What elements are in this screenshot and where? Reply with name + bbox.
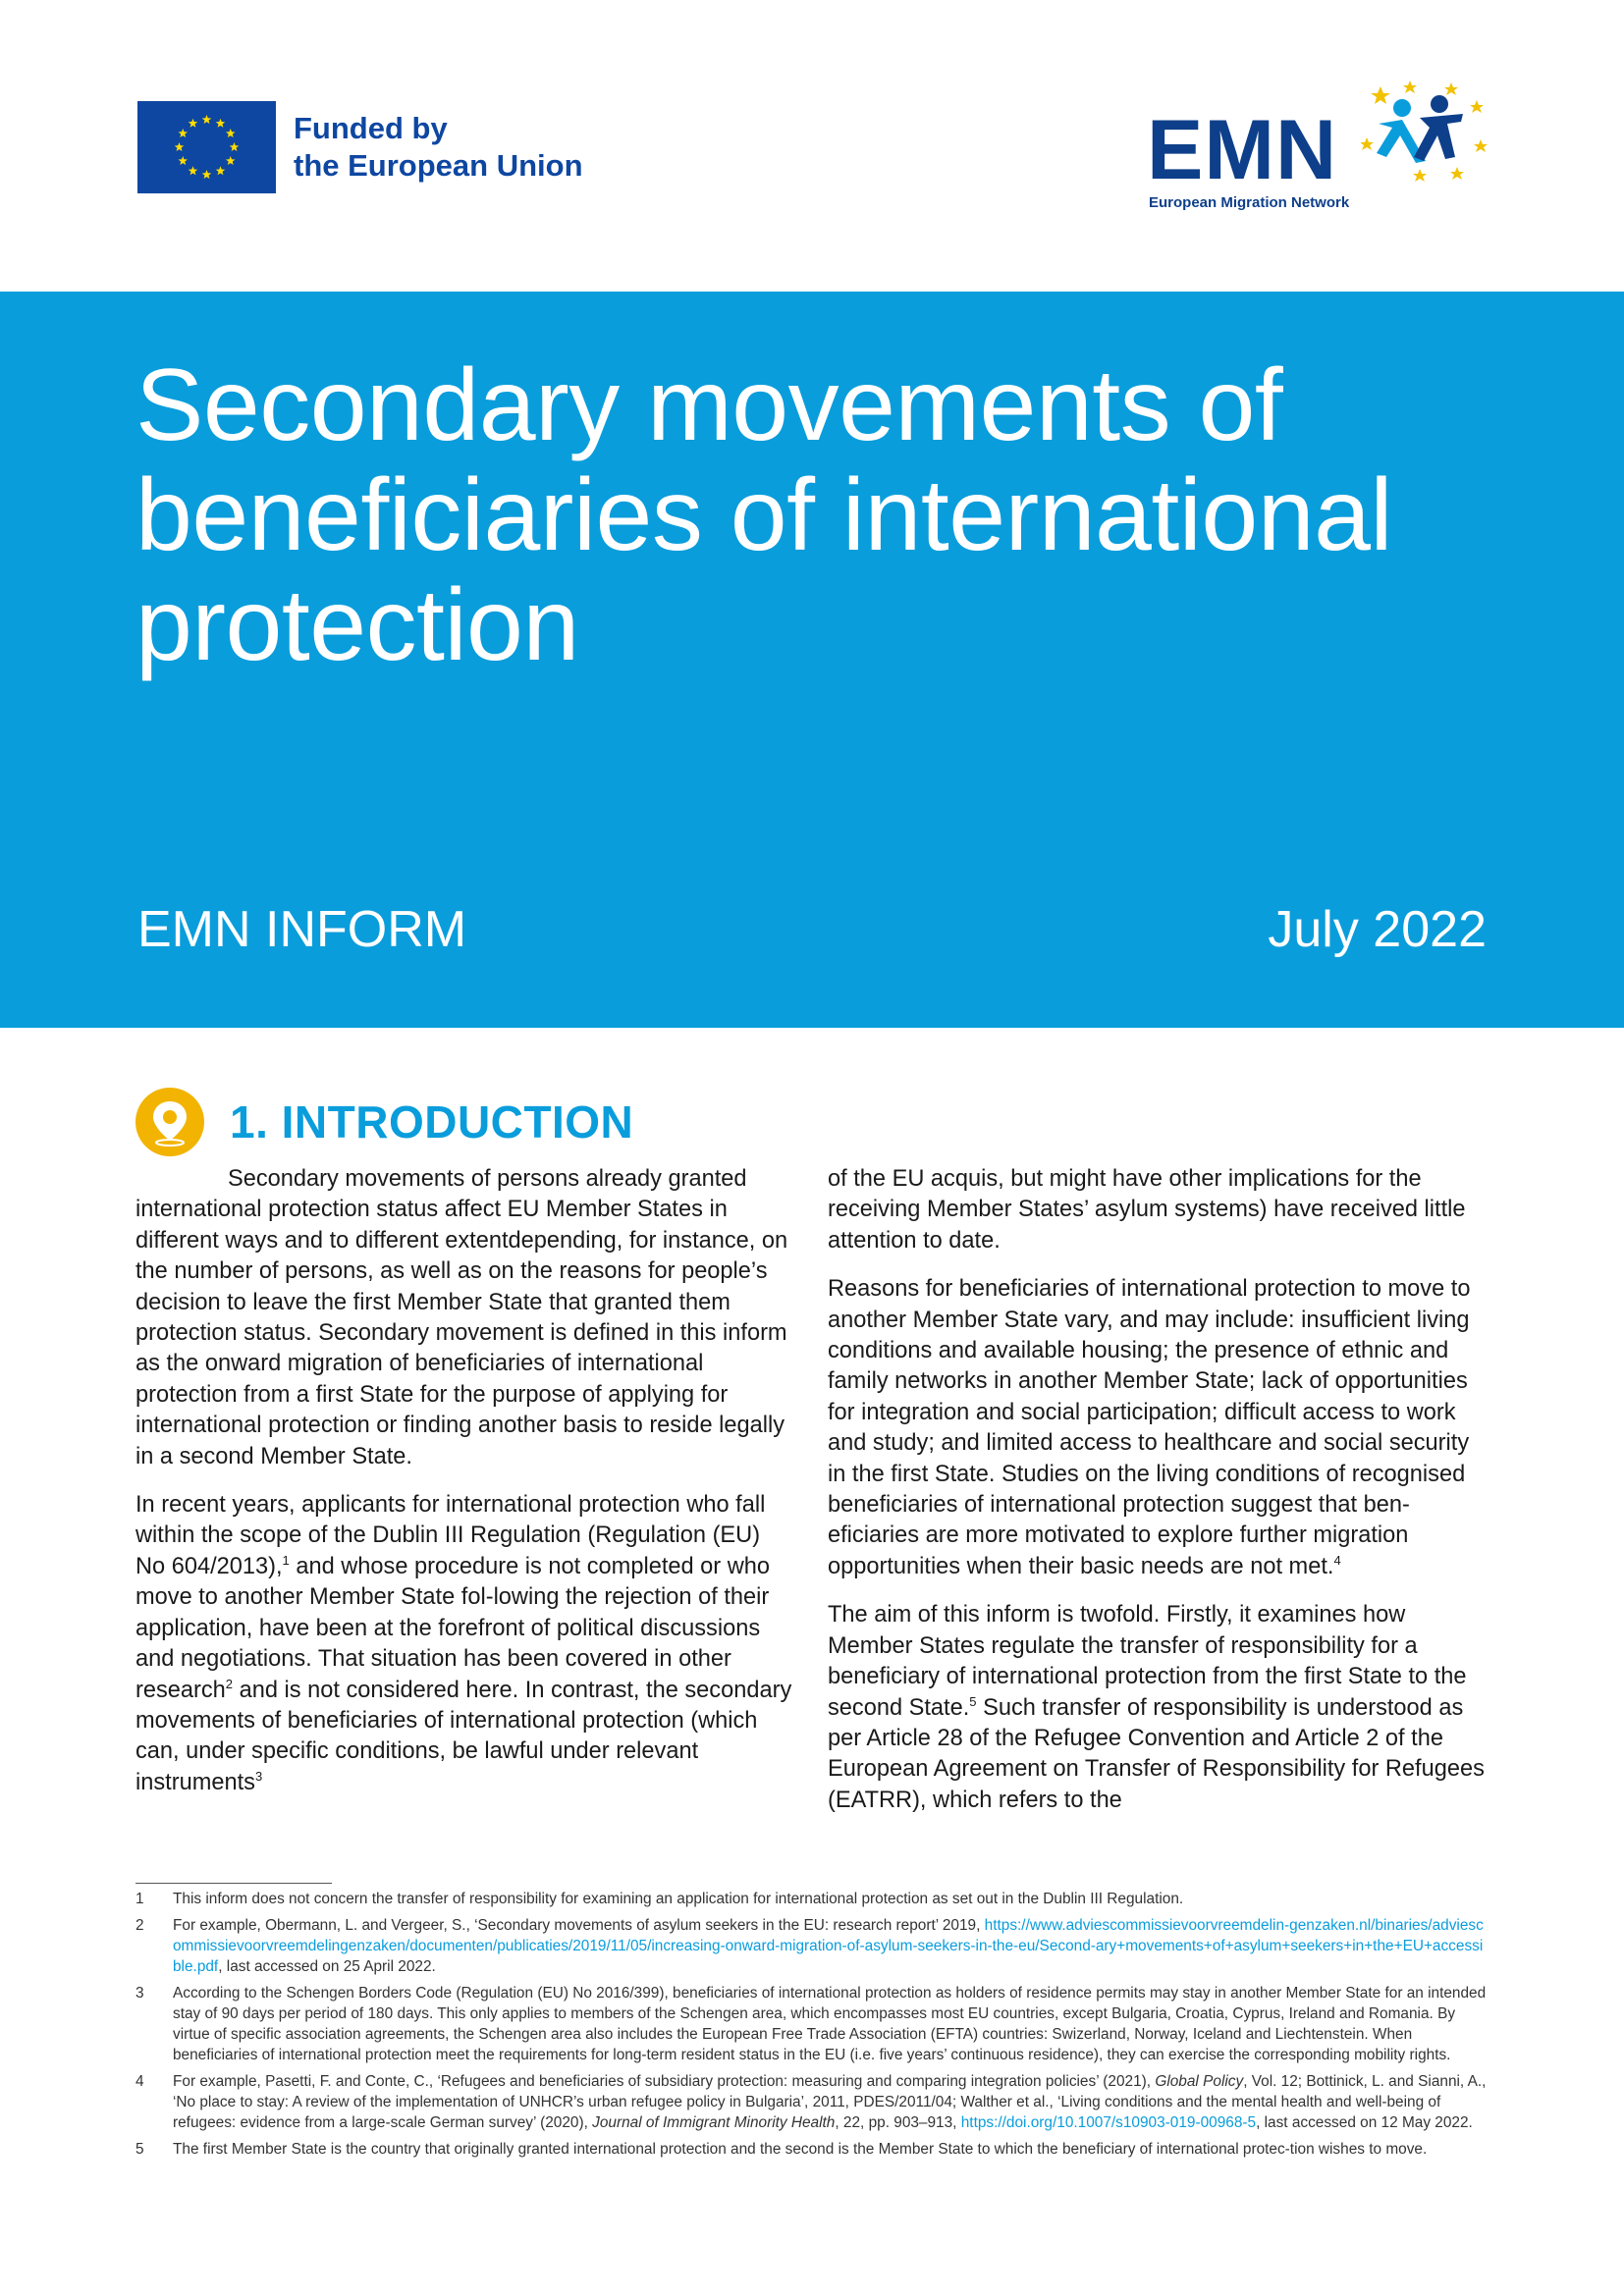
- paragraph-2-part-b: and whose procedure is not completed or who move to another Member State fol-lowing the rejection of their application, have been at the forefront of political discussions and negotiations. That situation has been covered in other research: [135, 1553, 770, 1703]
- document-date: July 2022: [1268, 901, 1487, 958]
- paragraph-2: [135, 1490, 793, 1798]
- emn-logo-subtitle: European Migration Network: [1149, 194, 1350, 211]
- eu-star-icon: [226, 129, 236, 137]
- eu-star-icon: [202, 115, 212, 124]
- footnote-4-link[interactable]: https://doi.org/10.1007/s10903-019-00968-5: [960, 2114, 1257, 2131]
- eu-star-icon: [189, 119, 198, 128]
- footnote-number: 4: [135, 2073, 144, 2090]
- section-heading: [135, 1088, 633, 1156]
- footnote-4-journal-2: Journal of Immigrant Minority Health: [592, 2114, 836, 2131]
- eu-star-icon: [179, 156, 189, 165]
- eu-flag-icon: [137, 101, 276, 193]
- paragraph-2-part-a: In recent years, applicants for international protection who fall within the scope of the Dublin III Regulation (Regulation (EU) No 604/2013),: [135, 1492, 766, 1579]
- paragraph-5-part-b: Such transfer of responsibility is understood as per Article 28 of the Refugee Convention and Article 2 of the European Agreement on Transfer of Responsibility for Refugees (EATRR), which refers to the: [828, 1694, 1485, 1813]
- paragraph-5-part-a: The aim of this inform is twofold. Firstly, it examines how Member States regulate the transfer of responsibility for a beneficiary of international protection from the first State to the second State.: [828, 1602, 1467, 1721]
- body-column-left: [135, 1164, 793, 1816]
- footnote-text: [173, 2071, 1490, 2133]
- document-title: Secondary movements of beneficiaries of international protection: [135, 348, 1393, 682]
- footnote-2-accessed: , last accessed on 25 April 2022.: [218, 1958, 436, 1975]
- emn-logo: [1147, 79, 1500, 216]
- footnote-5: [135, 2139, 1490, 2160]
- paragraph-5: [828, 1600, 1486, 1816]
- eu-funded-line1: Funded by: [294, 111, 448, 145]
- eu-star-icon: [216, 119, 226, 128]
- footnote-number: 1: [135, 1891, 144, 1907]
- footnote-4: [135, 2071, 1490, 2133]
- eu-funded-line2: the European Union: [294, 148, 583, 183]
- eu-star-icon: [175, 142, 185, 151]
- section-title: 1. INTRODUCTION: [230, 1096, 634, 1148]
- footnote-4-journal-1: Global Policy: [1155, 2073, 1244, 2090]
- footnote-ref-2[interactable]: 2: [225, 1676, 234, 1691]
- footnote-number: 5: [135, 2141, 144, 2158]
- footnote-ref-3[interactable]: 3: [254, 1768, 263, 1784]
- eu-star-icon: [202, 170, 212, 179]
- eu-star-icon: [179, 129, 189, 137]
- paragraph-4: [828, 1274, 1486, 1582]
- footnote-ref-5[interactable]: 5: [969, 1693, 977, 1709]
- footnote-number: 2: [135, 1917, 144, 1934]
- footnote-3: [135, 1983, 1490, 2065]
- eu-star-icon: [216, 166, 226, 175]
- footnote-number: 3: [135, 1985, 144, 2002]
- footnote-text: The first Member State is the country that originally granted international protection and the second is the Member State to which the beneficiary of international protec-tion wishes to move.: [173, 2141, 1428, 2158]
- footnote-ref-1[interactable]: 1: [282, 1552, 290, 1568]
- footnote-2-link[interactable]: https://www.adviescommissievoorvreemdelin-genzaken.nl/binaries/adviescommissievoorvreemdelingenzaken/documenten/publicaties/2019/11/05/increasing-onward-migration-of-asylum-seekers-in-the-eu/Second-ary+movements+of+asylum+seekers+in+the+EU+accessible.pdf: [173, 1917, 1484, 1975]
- eu-star-icon: [230, 142, 240, 151]
- footnote-2-citation: For example, Obermann, L. and Vergeer, S., ‘Secondary movements of asylum seekers in the EU: research report’ 2019,: [173, 1917, 985, 1934]
- eu-star-icon: [189, 166, 198, 175]
- footnote-2: [135, 1915, 1490, 1977]
- footnote-divider: [135, 1883, 332, 1884]
- footnote-4-part-a: For example, Pasetti, F. and Conte, C., ‘Refugees and beneficiaries of subsidiary protection: measuring and comparing integration policies’ (2021),: [173, 2073, 1156, 2090]
- footnote-4-part-c: , 22, pp. 903–913,: [835, 2114, 961, 2131]
- title-banner: [0, 292, 1624, 1028]
- paragraph-2-part-c: and is not considered here. In contrast, the secondary movements of beneficiaries of international protection (which can, under specific conditions, be lawful under relevant instruments: [135, 1677, 792, 1795]
- eu-star-icon: [226, 156, 236, 165]
- eu-funding-logo: [137, 101, 583, 193]
- emn-figures-icon: [1361, 79, 1498, 187]
- footnote-text: According to the Schengen Borders Code (Regulation (EU) No 2016/399), beneficiaries of international protection as holders of residence permits may stay in another Member State for an intended stay of 90 days per period of 180 days. This only applies to members of the Schengen area, which encompasses most EU countries, except Bulgaria, Croatia, Cyprus, Ireland and Romania. By virtue of specific association agreements, the Schengen area also includes the European Free Trade Association (EFTA) countries: Swizerland, Norway, Iceland and Liechtenstein. When beneficiaries of international protection meet the requirements for long-term resident status in the EU (i.e. five years’ continuous residence), they can exercise the corresponding mobility rights.: [173, 1985, 1487, 2063]
- document-series: EMN INFORM: [137, 901, 467, 958]
- footnote-4-part-b: , Vol. 12; Bottinick, L. and Sianni, A., ‘No place to stay: A review of the implementation of UNHCR’s urban refugee policy in Bulgaria’, 2011, PDES/2011/04; Walther et al., ‘Living conditions and the mental health and well-being of refugees: evidence from a large-scale German survey’ (2020),: [173, 2073, 1487, 2131]
- paragraph-1: Secondary movements of persons already granted international protection status affect EU Member States in different ways and to different extentdepending, for instance, on the number of persons, as well as on the reasons for people’s decision to leave the first Member State that granted them protection status. Secondary movement is defined in this inform as the onward migration of beneficiaries of international protection from a first State for the purpose of applying for international protection or finding another basis to reside legally in a second Member State.: [135, 1166, 788, 1469]
- footnote-4-accessed: , last accessed on 12 May 2022.: [1256, 2114, 1473, 2131]
- paragraph-3: of the EU acquis, but might have other implications for the receiving Member States’ asylum systems) have received little attention to date.: [828, 1166, 1466, 1254]
- footnote-1: [135, 1889, 1490, 1909]
- footnote-text: This inform does not concern the transfer of responsibility for examining an application for international protection as set out in the Dublin III Regulation.: [173, 1891, 1184, 1907]
- emn-logo-text: EMN: [1147, 103, 1338, 197]
- body-column-right: [828, 1164, 1486, 1834]
- footnotes: [135, 1889, 1490, 2165]
- footnote-ref-4[interactable]: 4: [1333, 1552, 1341, 1568]
- location-pin-icon: [135, 1088, 204, 1156]
- footnote-text: [173, 1915, 1490, 1977]
- paragraph-4-text: Reasons for beneficiaries of international protection to move to another Member State vary, and may include: insufficient living conditions and available housing; the presence of ethnic and family networks in another Member State; lack of opportunities for integration and social participation; difficult access to work and study; and limited access to healthcare and social security in the first State. Studies on the living conditions of recognised beneficiaries of international protection suggest that ben-eficiaries are more motivated to explore further migration opportunities when their basic needs are not met.: [828, 1276, 1471, 1579]
